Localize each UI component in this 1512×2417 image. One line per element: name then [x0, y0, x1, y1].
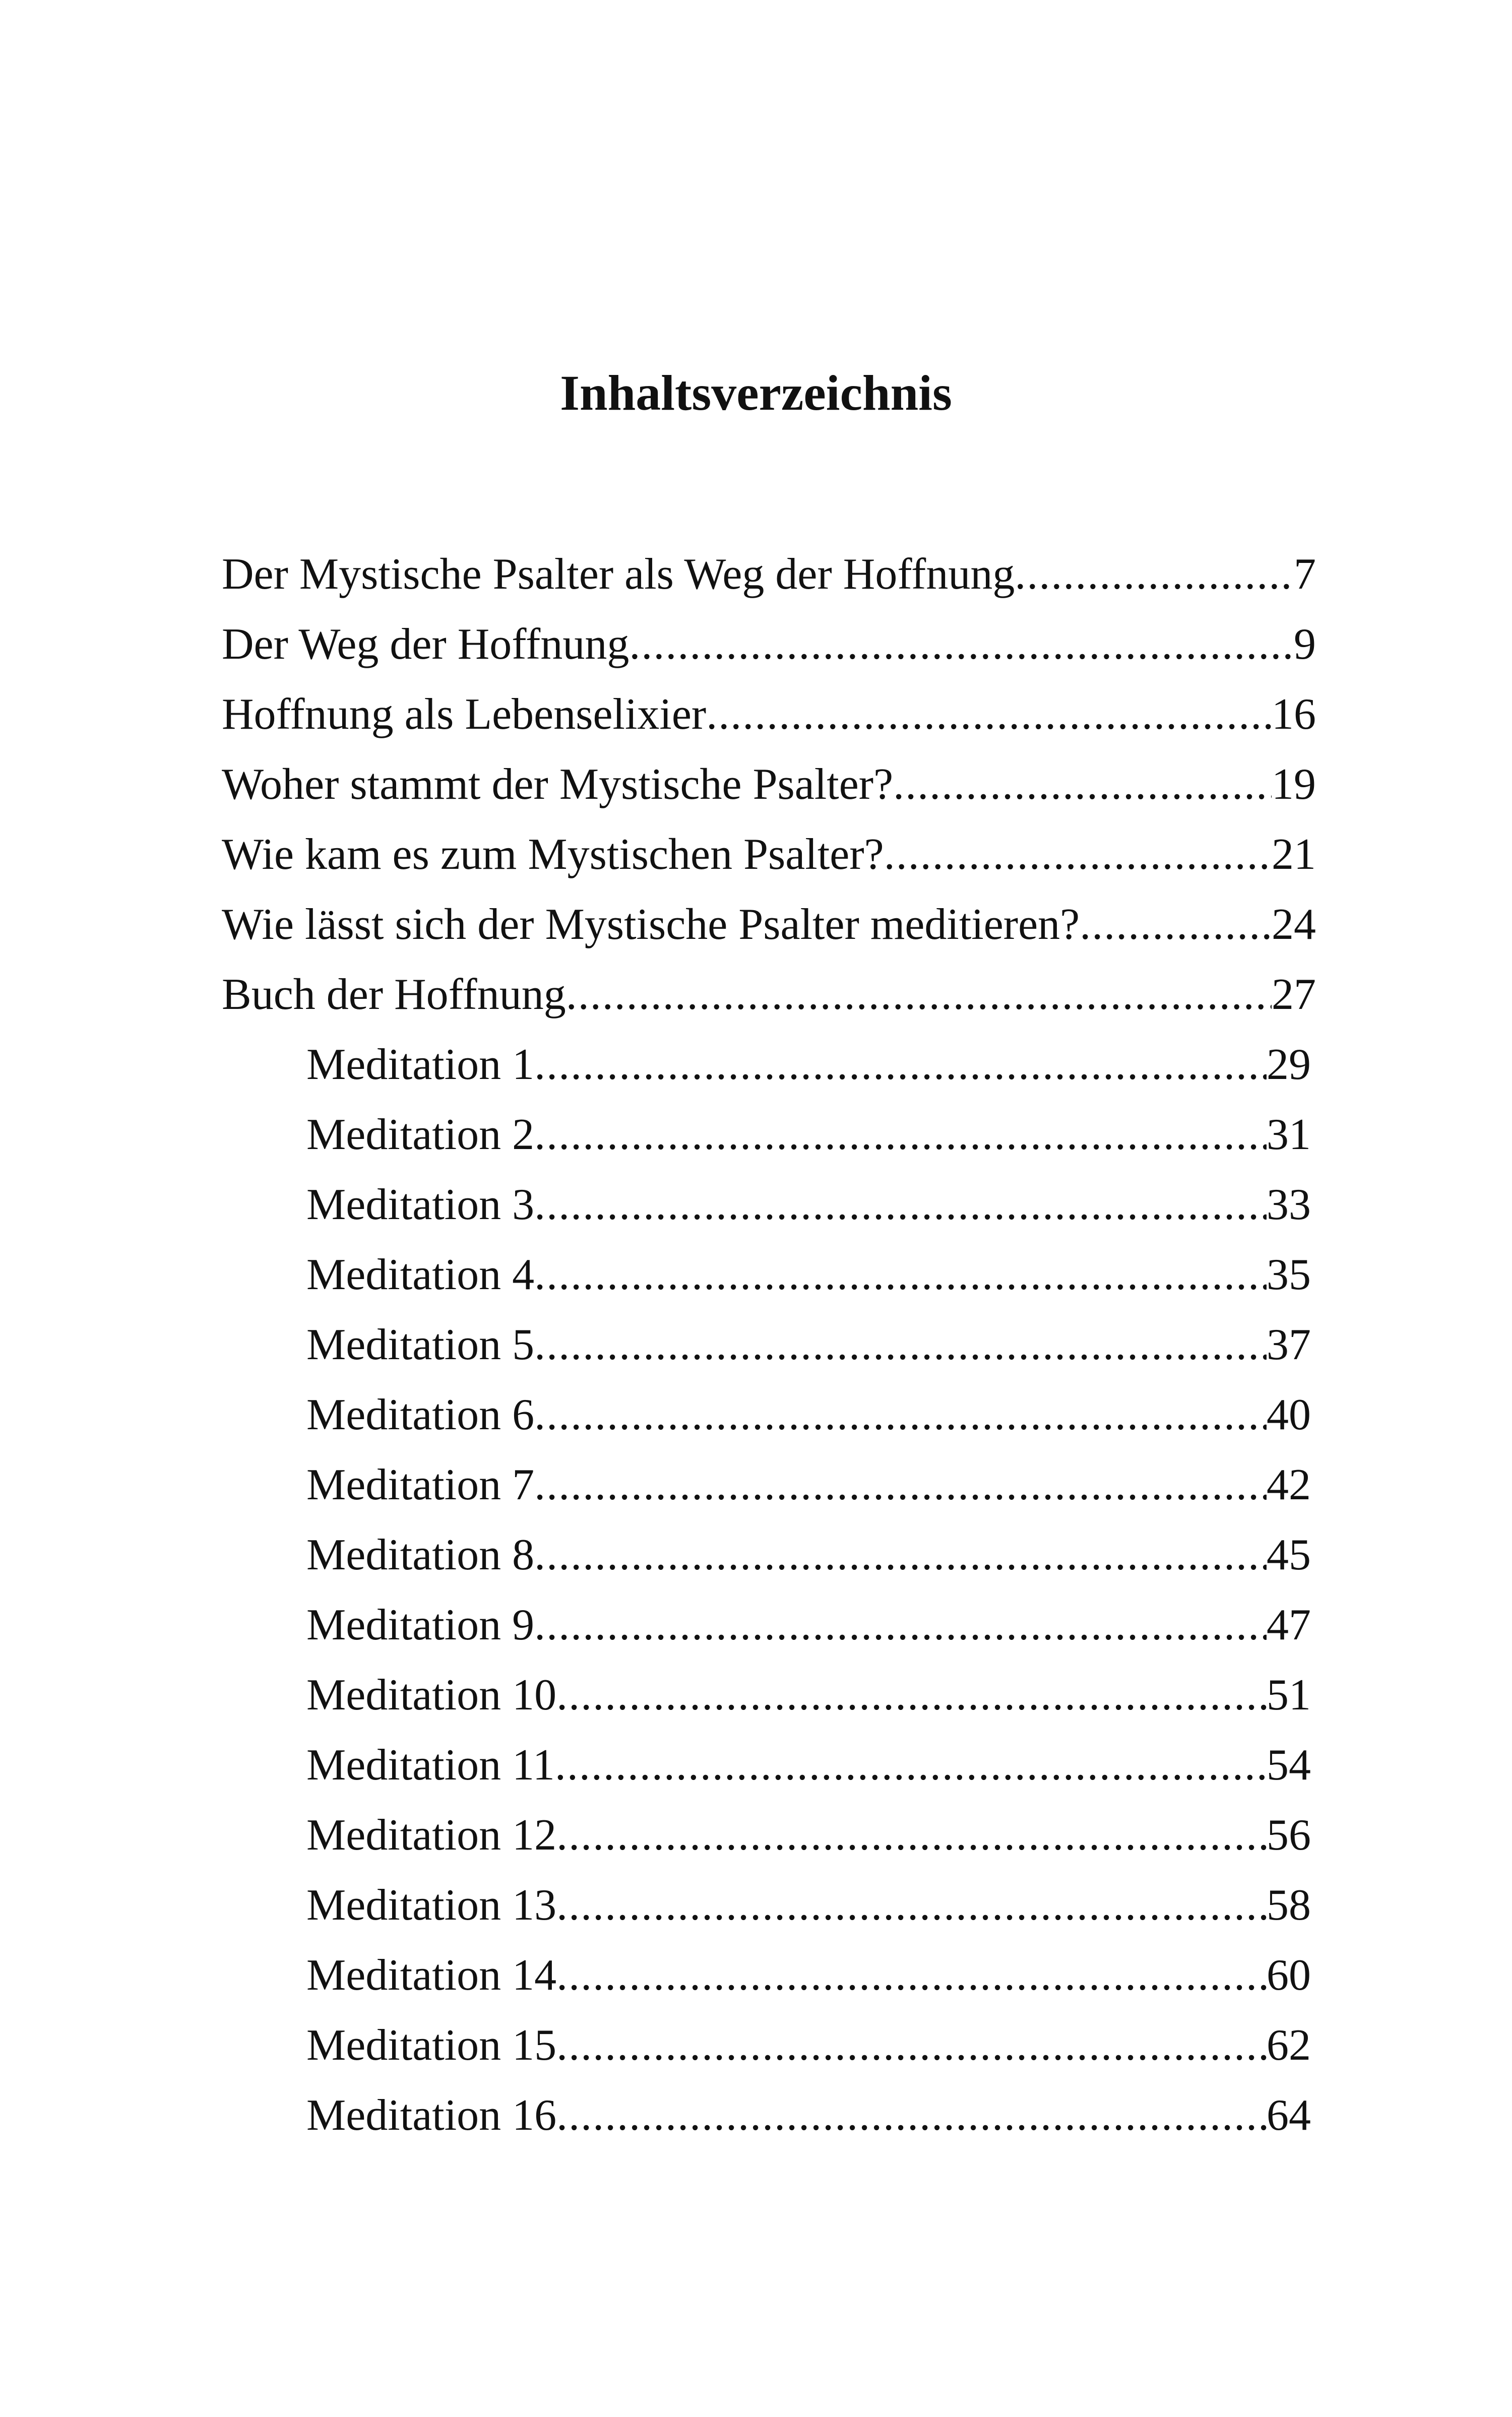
toc-entry-title: Meditation 12	[306, 1811, 557, 1860]
toc-entry[interactable]	[222, 889, 1316, 960]
toc-entry[interactable]	[222, 960, 1316, 1030]
toc-subentry[interactable]	[306, 2010, 1311, 2080]
toc-page-number: 7	[1294, 550, 1316, 599]
toc-entry[interactable]	[222, 539, 1316, 609]
toc-page-number: 24	[1272, 900, 1316, 949]
toc-entry-title: Meditation 7	[306, 1460, 535, 1509]
toc-page-number: 33	[1267, 1180, 1311, 1229]
toc-subentry[interactable]	[306, 1800, 1311, 1870]
toc-page-number: 16	[1272, 690, 1316, 739]
toc-entry-title: Woher stammt der Mystische Psalter?	[222, 760, 894, 809]
toc-page-number: 37	[1267, 1320, 1311, 1369]
toc-entry-title: Meditation 16	[306, 2091, 557, 2140]
toc-dot-leader	[706, 679, 1272, 749]
toc-subentry[interactable]	[306, 1240, 1311, 1310]
toc-dot-leader	[534, 1590, 1267, 1660]
toc-dot-leader	[893, 749, 1272, 819]
toc-subentry[interactable]	[306, 1450, 1311, 1520]
toc-dot-leader	[534, 1030, 1267, 1100]
toc-page-number: 51	[1267, 1671, 1311, 1720]
toc-page-number: 62	[1267, 2021, 1311, 2070]
toc-page-number: 40	[1267, 1390, 1311, 1439]
toc-subentry[interactable]	[306, 1380, 1311, 1450]
toc-subentry[interactable]	[306, 2080, 1311, 2150]
toc-page-number: 42	[1267, 1460, 1311, 1509]
toc-entry-title: Meditation 15	[306, 2021, 557, 2070]
toc-subentry[interactable]	[306, 1030, 1311, 1100]
toc-subentry[interactable]	[306, 1590, 1311, 1660]
toc-entry-title: Meditation 9	[306, 1601, 535, 1649]
toc-entry-title: Meditation 8	[306, 1531, 535, 1579]
toc-entry-title: Meditation 10	[306, 1671, 557, 1720]
toc-dot-leader	[884, 819, 1272, 889]
toc-dot-leader	[629, 609, 1294, 679]
toc-page-number: 31	[1267, 1110, 1311, 1159]
toc-entry[interactable]	[222, 679, 1316, 749]
toc-subentry[interactable]	[306, 1520, 1311, 1590]
toc-page-number: 35	[1267, 1250, 1311, 1299]
toc-dot-leader	[534, 1380, 1267, 1450]
toc-page-number: 64	[1267, 2091, 1311, 2140]
toc-subentry[interactable]	[306, 1730, 1311, 1800]
toc-page-number: 54	[1267, 1741, 1311, 1790]
toc-dot-leader	[556, 1660, 1267, 1730]
toc-page-number: 47	[1267, 1601, 1311, 1649]
toc-entry[interactable]	[222, 819, 1316, 889]
toc-dot-leader	[556, 1940, 1267, 2010]
toc-dot-leader	[556, 1870, 1267, 1940]
toc-dot-leader	[566, 960, 1272, 1030]
toc-page-number: 56	[1267, 1811, 1311, 1860]
toc-dot-leader	[534, 1450, 1267, 1520]
toc-page-number: 19	[1272, 760, 1316, 809]
toc-entry-title: Meditation 3	[306, 1180, 535, 1229]
toc-dot-leader	[556, 1800, 1267, 1870]
toc-entry-title: Wie lässt sich der Mystische Psalter meditieren?	[222, 900, 1080, 949]
toc-entry-title: Meditation 11	[306, 1741, 555, 1790]
toc-dot-leader	[534, 1170, 1267, 1240]
toc-entry[interactable]	[222, 749, 1316, 819]
toc-entry-title: Der Mystische Psalter als Weg der Hoffnung	[222, 550, 1015, 599]
toc-page-number: 21	[1272, 830, 1316, 879]
toc-subentry[interactable]	[306, 1310, 1311, 1380]
toc-entry-title: Meditation 5	[306, 1320, 535, 1369]
toc-dot-leader	[556, 2010, 1267, 2080]
toc-subentry[interactable]	[306, 1940, 1311, 2010]
toc-page-number: 45	[1267, 1531, 1311, 1579]
toc-page-number: 29	[1267, 1040, 1311, 1089]
toc-entry-title: Meditation 14	[306, 1951, 557, 2000]
toc-dot-leader	[534, 1100, 1267, 1170]
toc-dot-leader	[534, 1520, 1267, 1590]
toc-subentry[interactable]	[306, 1660, 1311, 1730]
toc-dot-leader	[556, 2080, 1267, 2150]
table-of-contents	[0, 539, 1512, 2150]
toc-entry-title: Buch der Hoffnung	[222, 970, 566, 1019]
toc-dot-leader	[555, 1730, 1267, 1800]
toc-entry[interactable]	[222, 609, 1316, 679]
page-title: Inhaltsverzeichnis	[560, 365, 952, 421]
toc-subentry[interactable]	[306, 1170, 1311, 1240]
toc-entry-title: Wie kam es zum Mystischen Psalter?	[222, 830, 884, 879]
toc-entry-title: Meditation 4	[306, 1250, 535, 1299]
toc-dot-leader	[1015, 539, 1294, 609]
toc-entry-title: Meditation 2	[306, 1110, 535, 1159]
toc-page-number: 27	[1272, 970, 1316, 1019]
toc-entry-title: Meditation 1	[306, 1040, 535, 1089]
toc-entry-title: Der Weg der Hoffnung	[222, 620, 629, 669]
toc-dot-leader	[1080, 889, 1272, 960]
toc-subentry[interactable]	[306, 1100, 1311, 1170]
toc-dot-leader	[534, 1310, 1267, 1380]
toc-subentry[interactable]	[306, 1870, 1311, 1940]
toc-entry-title: Meditation 13	[306, 1881, 557, 1930]
toc-page-number: 58	[1267, 1881, 1311, 1930]
toc-page-number: 9	[1294, 620, 1316, 669]
toc-page-number: 60	[1267, 1951, 1311, 2000]
toc-entry-title: Hoffnung als Lebenselixier	[222, 690, 707, 739]
toc-dot-leader	[534, 1240, 1267, 1310]
toc-entry-title: Meditation 6	[306, 1390, 535, 1439]
